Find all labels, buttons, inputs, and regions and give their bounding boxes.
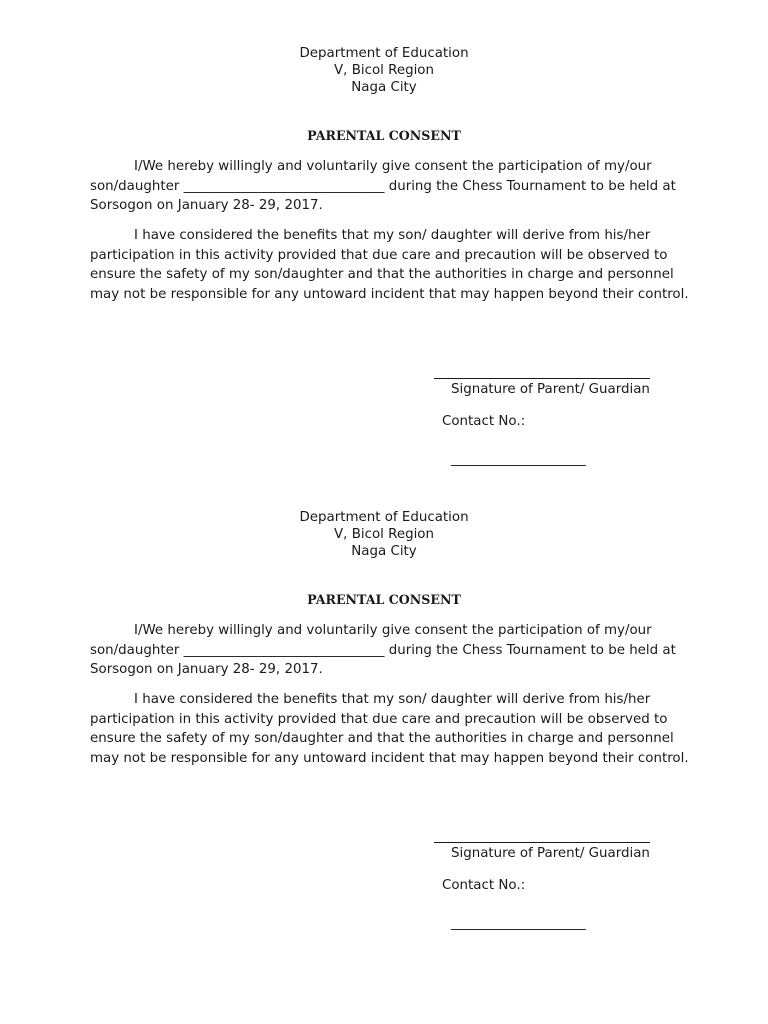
- form-title: PARENTAL CONSENT: [307, 128, 461, 143]
- contact-label: Contact No.:: [442, 414, 526, 429]
- signature-label: Signature of Parent/ Guardian: [451, 846, 650, 861]
- paragraph-line: Sorsogon on January 28- 29, 2017.: [90, 198, 323, 213]
- paragraph-line: may not be responsible for any untoward incident that may happen beyond their control.: [90, 286, 689, 302]
- responsibility-paragraph: [90, 690, 730, 768]
- paragraph-line: I/We hereby willingly and voluntarily give consent the participation of my/our: [134, 159, 652, 174]
- paragraph-line: participation in this activity provided that due care and precaution will be observed to: [90, 711, 668, 727]
- form-title: PARENTAL CONSENT: [307, 592, 461, 607]
- contact-number-blank[interactable]: ______________________: [451, 916, 586, 931]
- department-name: Department of Education: [299, 510, 469, 525]
- signature-label: Signature of Parent/ Guardian: [451, 382, 650, 397]
- paragraph-line-with-name-blank[interactable]: son/daughter ______________________________ during the Chess Tournament to be held at: [90, 178, 676, 194]
- city-name: Naga City: [351, 80, 417, 95]
- consent-paragraph: [90, 621, 730, 680]
- region-name: V, Bicol Region: [334, 527, 434, 542]
- paragraph-line: may not be responsible for any untoward incident that may happen beyond their control.: [90, 750, 689, 766]
- paragraph-line-with-name-blank[interactable]: son/daughter ______________________________ during the Chess Tournament to be held at: [90, 642, 676, 658]
- form-header: [0, 509, 768, 560]
- paragraph-line: I have considered the benefits that my son/ daughter will derive from his/her: [134, 228, 651, 243]
- consent-paragraph: [90, 157, 730, 216]
- consent-form-1: [0, 0, 768, 470]
- region-name: V, Bicol Region: [334, 63, 434, 78]
- contact-number-blank[interactable]: ______________________: [451, 452, 586, 467]
- paragraph-line: ensure the safety of my son/daughter and that the authorities in charge and personnel: [90, 731, 674, 746]
- paragraph-line: ensure the safety of my son/daughter and that the authorities in charge and personnel: [90, 267, 674, 282]
- signature-line[interactable]: [434, 842, 650, 843]
- paragraph-line: Sorsogon on January 28- 29, 2017.: [90, 662, 323, 677]
- paragraph-line: I have considered the benefits that my son/ daughter will derive from his/her: [134, 692, 651, 707]
- signature-line[interactable]: [434, 378, 650, 379]
- city-name: Naga City: [351, 544, 417, 559]
- contact-label: Contact No.:: [442, 878, 526, 893]
- paragraph-line: participation in this activity provided that due care and precaution will be observed to: [90, 247, 668, 263]
- consent-form-2: [0, 464, 768, 934]
- form-header: [0, 45, 768, 96]
- responsibility-paragraph: [90, 226, 730, 304]
- department-name: Department of Education: [299, 46, 469, 61]
- paragraph-line: I/We hereby willingly and voluntarily give consent the participation of my/our: [134, 623, 652, 638]
